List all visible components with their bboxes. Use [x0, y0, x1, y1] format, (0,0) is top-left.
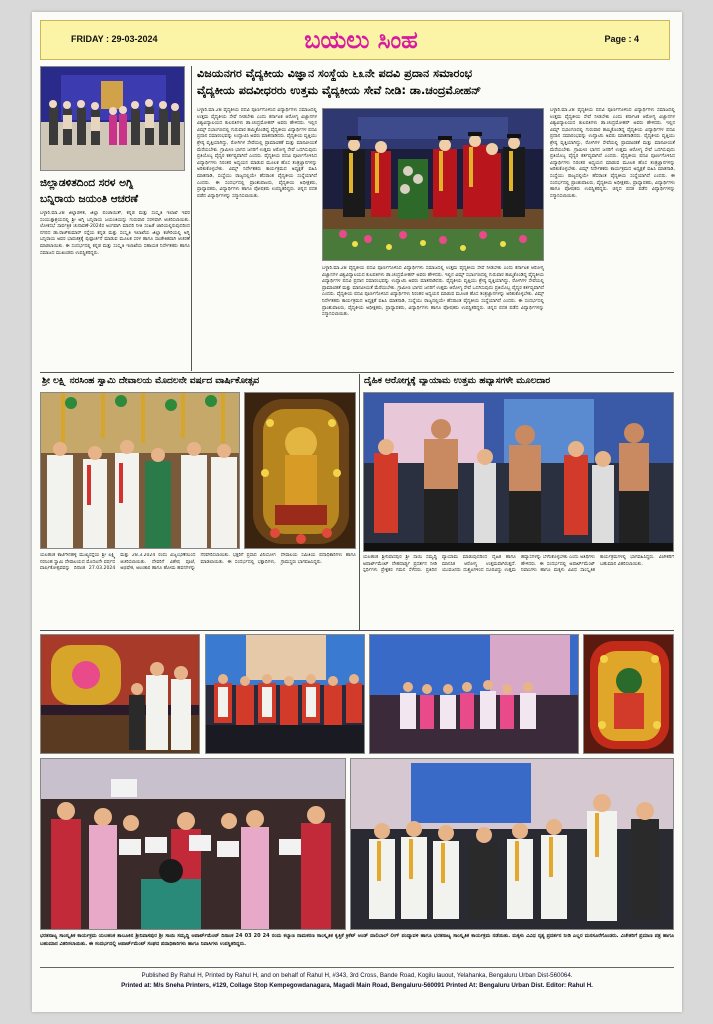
main-article-body-col2: ಬಳ್ಳಾರಿ.ಮಾ.28 ವೈದ್ಯಕೀಯ ಪದವಿ ಪೂರ್ಣಗೊಳಿಸಿದ ವಿದ್ಯಾರ್ಥಿಗಳು ಸಮಾಜದಲ್ಲಿ ಉತ್ತಮ ವೈದ್ಯಕೀಯ ಸೇವೆ ನೀಡಬೇಕು ಎಂದು ಕರ್ನಾಟಕ ಆರೋಗ್ಯ ವಿಜ್ಞಾನಗಳ ವಿಶ್ವವಿದ್ಯಾಲಯದ ಕುಲಪತಿಗಳು ಡಾ.ಚಂದ್ರಮೋಹನ್ ಅವರು ಹೇಳಿದರು. ಇಲ್ಲಿನ ವಿಮ್ಸ್ ಸಭಾಂಗಣದಲ್ಲಿ ಗುರುವಾರ ಹಮ್ಮಿಕೊಂಡಿದ್ದ ವೈದ್ಯಕೀಯ ವಿದ್ಯಾರ್ಥಿಗಳ ಪದವಿ ಪ್ರದಾನ ಸಮಾರಂಭವನ್ನು ಉದ್ಘಾಟಿಸಿ ಅವರು ಮಾತನಾಡಿದರು. ವೈದ್ಯಕೀಯ ವೃತ್ತಿಯು ಶ್ರೇಷ್ಠ ವೃತ್ತಿಯಾಗಿದ್ದು, ರೋಗಿಗಳ ಸೇವೆಯಲ್ಲಿ ಪ್ರಾಮಾಣಿಕತೆ ಮತ್ತು ಮಾನವೀಯತೆ ಮೆರೆಯಬೇಕು. ಗ್ರಾಮೀಣ ಭಾಗದ ಜನರಿಗೆ ಉತ್ತಮ ಆರೋಗ್ಯ ಸೇವೆ ಒದಗಿಸುವುದು ಪ್ರತಿಯೊಬ್ಬ ವೈದ್ಯರ ಕರ್ತವ್ಯವಾಗಿದೆ ಎಂದರು. ವೈದ್ಯಕೀಯ ಪದವಿ ಪೂರ್ಣಗೊಳಿಸಿದ ವಿದ್ಯಾರ್ಥಿಗಳು ನಿರಂತರ ಅಧ್ಯಯನ ಮಾಡುವ ಮೂಲಕ ಹೊಸ ತಂತ್ರಜ್ಞಾನಗಳನ್ನು ಅರಿತುಕೊಳ್ಳಬೇಕು. ವಿಮ್ಸ್ ನಿರ್ದೇಶಕರು ಕಾರ್ಯಕ್ರಮದ ಅಧ್ಯಕ್ಷತೆ ವಹಿಸಿ ಮಾತನಾಡಿ, ಸಂಸ್ಥೆಯು ರಾಜ್ಯದಲ್ಲಿಯೇ ಹೆಸರಾಂತ ವೈದ್ಯಕೀಯ ಸಂಸ್ಥೆಯಾಗಿದೆ ಎಂದರು. ಈ ಸಂದರ್ಭದಲ್ಲಿ ಪ್ರಾಂಶುಪಾಲರು, ವೈದ್ಯಕೀಯ ಅಧೀಕ್ಷಕರು, ಪ್ರಾಧ್ಯಾಪಕರು, ವಿದ್ಯಾರ್ಥಿಗಳು ಹಾಗೂ ಪೋಷಕರು ಉಪಸ್ಥಿತರಿದ್ದರು. ಚಿನ್ನದ ಪದಕ ಪಡೆದ ವಿದ್ಯಾರ್ಥಿಗಳನ್ನು ಸನ್ಮಾನಿಸಲಾಯಿತು.: [322, 266, 544, 318]
main-article-body-col1: ಬಳ್ಳಾರಿ.ಮಾ.28 ವೈದ್ಯಕೀಯ ಪದವಿ ಪೂರ್ಣಗೊಳಿಸಿದ ವಿದ್ಯಾರ್ಥಿಗಳು ಸಮಾಜದಲ್ಲಿ ಉತ್ತಮ ವೈದ್ಯಕೀಯ ಸೇವೆ ನೀಡಬೇಕು ಎಂದು ಕರ್ನಾಟಕ ಆರೋಗ್ಯ ವಿಜ್ಞಾನಗಳ ವಿಶ್ವವಿದ್ಯಾಲಯದ ಕುಲಪತಿಗಳು ಡಾ.ಚಂದ್ರಮೋಹನ್ ಅವರು ಹೇಳಿದರು. ಇಲ್ಲಿನ ವಿಮ್ಸ್ ಸಭಾಂಗಣದಲ್ಲಿ ಗುರುವಾರ ಹಮ್ಮಿಕೊಂಡಿದ್ದ ವೈದ್ಯಕೀಯ ವಿದ್ಯಾರ್ಥಿಗಳ ಪದವಿ ಪ್ರದಾನ ಸಮಾರಂಭವನ್ನು ಉದ್ಘಾಟಿಸಿ ಅವರು ಮಾತನಾಡಿದರು. ವೈದ್ಯಕೀಯ ವೃತ್ತಿಯು ಶ್ರೇಷ್ಠ ವೃತ್ತಿಯಾಗಿದ್ದು, ರೋಗಿಗಳ ಸೇವೆಯಲ್ಲಿ ಪ್ರಾಮಾಣಿಕತೆ ಮತ್ತು ಮಾನವೀಯತೆ ಮೆರೆಯಬೇಕು. ಗ್ರಾಮೀಣ ಭಾಗದ ಜನರಿಗೆ ಉತ್ತಮ ಆರೋಗ್ಯ ಸೇವೆ ಒದಗಿಸುವುದು ಪ್ರತಿಯೊಬ್ಬ ವೈದ್ಯರ ಕರ್ತವ್ಯವಾಗಿದೆ ಎಂದರು. ವೈದ್ಯಕೀಯ ಪದವಿ ಪೂರ್ಣಗೊಳಿಸಿದ ವಿದ್ಯಾರ್ಥಿಗಳು ನಿರಂತರ ಅಧ್ಯಯನ ಮಾಡುವ ಮೂಲಕ ಹೊಸ ತಂತ್ರಜ್ಞಾನಗಳನ್ನು ಅರಿತುಕೊಳ್ಳಬೇಕು. ವಿಮ್ಸ್ ನಿರ್ದೇಶಕರು ಕಾರ್ಯಕ್ರಮದ ಅಧ್ಯಕ್ಷತೆ ವಹಿಸಿ ಮಾತನಾಡಿ, ಸಂಸ್ಥೆಯು ರಾಜ್ಯದಲ್ಲಿಯೇ ಹೆಸರಾಂತ ವೈದ್ಯಕೀಯ ಸಂಸ್ಥೆಯಾಗಿದೆ ಎಂದರು. ಈ ಸಂದರ್ಭದಲ್ಲಿ ಪ್ರಾಂಶುಪಾಲರು, ವೈದ್ಯಕೀಯ ಅಧೀಕ್ಷಕರು, ಪ್ರಾಧ್ಯಾಪಕರು, ವಿದ್ಯಾರ್ಥಿಗಳು ಹಾಗೂ ಪೋಷಕರು ಉಪಸ್ಥಿತರಿದ್ದರು. ಚಿನ್ನದ ಪದಕ ಪಡೆದ ವಿದ್ಯಾರ್ಥಿಗಳನ್ನು ಸನ್ಮಾನಿಸಲಾಯಿತು.: [197, 108, 317, 199]
temple-article-headline: ಶ್ರೀ ಲಕ್ಷ್ಮಿ ನರಸಿಂಹ ಸ್ವಾಮಿ ದೇವಾಲಯ ಮೊದಲನೇ ವರ್ಷದ ವಾರ್ಷಿಕೋತ್ಸವ: [42, 376, 260, 386]
cultural-photo-2: [205, 634, 365, 754]
main-article-headline-1: ವಿಜಯನಗರ ವೈದ್ಯಕೀಯ ವಿಜ್ಞಾನ ಸಂಸ್ಥೆಯ ೬೩ನೇ ಪದವಿ ಪ್ರದಾನ ಸಮಾರಂಭ: [197, 67, 473, 80]
left-article-headline-2: ಬನ್ನಿರಾಯ ಜಯಂತಿ ಆಚರಣೆ: [40, 193, 138, 205]
deity-decor-photo: [583, 634, 674, 754]
column-divider-2: [359, 374, 360, 630]
page-number: Page : 4: [604, 34, 639, 44]
children-certificates-photo: [40, 758, 346, 930]
newspaper-title: ಬಯಲು ಸಿಂಹ: [304, 26, 418, 54]
left-article-body: ಬಳ್ಳಾರಿ.ಮಾ.28 ಜಿಲ್ಲಾಡಳಿತ, ಜಿಲ್ಲಾ ಪಂಚಾಯಿತ್, ಕನ್ನಡ ಮತ್ತು ಸಂಸ್ಕೃತಿ ಇಲಾಖೆ ಇವರ ಸಂಯುಕ್ತಾಶ್ರಯದಲ್ಲಿ ಶ್ರೀ ಅಗ್ನಿ ಬನ್ನಿರಾಯ ಜಯಂತಿಯನ್ನು ಗುರುವಾರ ಸರಳವಾಗಿ ಆಚರಿಸಲಾಯಿತು. ಲೋಕಸಭೆ ಸಾರ್ವತ್ರಿಕ ಚುನಾವಣೆ-2024ರ ಅಂಗವಾಗಿ ಮಾದರಿ ನೀತಿ ಸಂಹಿತೆ ಜಾರಿಯಲ್ಲಿರುವುದರಿಂದ ನಗರದ ಡಾ.ರಾಜ್‌ಕುಮಾರ್ ರಸ್ತೆಯ ಕನ್ನಡ ಮತ್ತು ಸಂಸ್ಕೃತಿ ಇಲಾಖೆಯ ಜಿಲ್ಲಾ ಕಚೇರಿಯಲ್ಲಿ ಅಗ್ನಿ ಬನ್ನಿರಾಯ ಅವರ ಭಾವಚಿತ್ರಕ್ಕೆ ಪುಷ್ಪಾರ್ಚನೆ ಮಾಡುವ ಮೂಲಕ ಸರಳ ಹಾಗೂ ಸಾಂಕೇತಿಕವಾಗಿ ಆಚರಣೆ ಮಾಡಲಾಯಿತು. ಈ ಸಂದರ್ಭದಲ್ಲಿ ಕನ್ನಡ ಮತ್ತು ಸಂಸ್ಕೃತಿ ಇಲಾಖೆಯ ಸಹಾಯಕ ನಿರ್ದೇಶಕರು ಹಾಗೂ ಸಮಾಜದ ಮುಖಂಡರು ಉಪಸ್ಥಿತರಿದ್ದರು.: [40, 211, 190, 256]
main-article-headline-2: ವೈದ್ಯಕೀಯ ಪದವೀಧರರು ಉತ್ತಮ ವೈದ್ಯಕೀಯ ಸೇವೆ ನೀಡಿ: ಡಾ.ಚಂದ್ರಮೋಹನ್: [197, 84, 482, 97]
left-article-headline-1: ಜಿಲ್ಲಾಡಳಿತದಿಂದ ಸರಳ ಅಗ್ನಿ: [40, 177, 134, 189]
fitness-article-headline: ದೈಹಿಕ ಆರೋಗ್ಯಕ್ಕೆ ವ್ಯಾಯಾಮ ಉತ್ತಮ ಹವ್ಯಾಸಗಳೇ ಮೂಲದಾರ: [364, 376, 551, 386]
fitness-article-body: ಯಲಹಂಕ ಶ್ರೀನಿವಾಸಪುರ ಶ್ರೀ ಸಾಯಿ ಸಮೃದ್ಧಿ ಅಪಾರ್ಟ್‌ಮೆಂಟ್ ದೇಹದಾರ್ಢ್ಯ ಪ್ರದರ್ಶನ ನೀಡಿ ಸ್ಪರ್ಧಿಗಳು ಪ್ರೇಕ್ಷಕರ ಗಮನ ಸೆಳೆದರು. ಪ್ರತಿದಿನ ವ್ಯಾಯಾಮ ಮಾಡುವುದರಿಂದ ದೈಹಿಕ ಹಾಗೂ ಮಾನಸಿಕ ಆರೋಗ್ಯ ಉತ್ತಮವಾಗಿರುತ್ತದೆ. ಯುವಜನರು ದುಶ್ಚಟಗಳಿಂದ ದೂರವಿದ್ದು ಉತ್ತಮ ಹವ್ಯಾಸಗಳನ್ನು ಬೆಳೆಸಿಕೊಳ್ಳಬೇಕು ಎಂದು ಅತಿಥಿಗಳು ಹೇಳಿದರು. ಈ ಸಂದರ್ಭದಲ್ಲಿ ಅಪಾರ್ಟ್‌ಮೆಂಟ್ ನಿವಾಸಿಗಳು ಹಾಗೂ ಮಕ್ಕಳು ವಿವಿಧ ಸಾಂಸ್ಕೃತಿಕ ಕಾರ್ಯಕ್ರಮಗಳಲ್ಲಿ ಭಾಗವಹಿಸಿದ್ದರು. ವಿಜೇತರಿಗೆ ಬಹುಮಾನ ವಿತರಿಸಲಾಯಿತು.: [363, 555, 674, 574]
newspaper-page: [32, 12, 682, 1012]
issue-date: FRIDAY : 29-03-2024: [71, 34, 158, 44]
cultural-photo-3: [369, 634, 579, 754]
guests-stage-photo: [350, 758, 674, 930]
main-article-body-col3: ಬಳ್ಳಾರಿ.ಮಾ.28 ವೈದ್ಯಕೀಯ ಪದವಿ ಪೂರ್ಣಗೊಳಿಸಿದ ವಿದ್ಯಾರ್ಥಿಗಳು ಸಮಾಜದಲ್ಲಿ ಉತ್ತಮ ವೈದ್ಯಕೀಯ ಸೇವೆ ನೀಡಬೇಕು ಎಂದು ಕರ್ನಾಟಕ ಆರೋಗ್ಯ ವಿಜ್ಞಾನಗಳ ವಿಶ್ವವಿದ್ಯಾಲಯದ ಕುಲಪತಿಗಳು ಡಾ.ಚಂದ್ರಮೋಹನ್ ಅವರು ಹೇಳಿದರು. ಇಲ್ಲಿನ ವಿಮ್ಸ್ ಸಭಾಂಗಣದಲ್ಲಿ ಗುರುವಾರ ಹಮ್ಮಿಕೊಂಡಿದ್ದ ವೈದ್ಯಕೀಯ ವಿದ್ಯಾರ್ಥಿಗಳ ಪದವಿ ಪ್ರದಾನ ಸಮಾರಂಭವನ್ನು ಉದ್ಘಾಟಿಸಿ ಅವರು ಮಾತನಾಡಿದರು. ವೈದ್ಯಕೀಯ ವೃತ್ತಿಯು ಶ್ರೇಷ್ಠ ವೃತ್ತಿಯಾಗಿದ್ದು, ರೋಗಿಗಳ ಸೇವೆಯಲ್ಲಿ ಪ್ರಾಮಾಣಿಕತೆ ಮತ್ತು ಮಾನವೀಯತೆ ಮೆರೆಯಬೇಕು. ಗ್ರಾಮೀಣ ಭಾಗದ ಜನರಿಗೆ ಉತ್ತಮ ಆರೋಗ್ಯ ಸೇವೆ ಒದಗಿಸುವುದು ಪ್ರತಿಯೊಬ್ಬ ವೈದ್ಯರ ಕರ್ತವ್ಯವಾಗಿದೆ ಎಂದರು. ವೈದ್ಯಕೀಯ ಪದವಿ ಪೂರ್ಣಗೊಳಿಸಿದ ವಿದ್ಯಾರ್ಥಿಗಳು ನಿರಂತರ ಅಧ್ಯಯನ ಮಾಡುವ ಮೂಲಕ ಹೊಸ ತಂತ್ರಜ್ಞಾನಗಳನ್ನು ಅರಿತುಕೊಳ್ಳಬೇಕು. ವಿಮ್ಸ್ ನಿರ್ದೇಶಕರು ಕಾರ್ಯಕ್ರಮದ ಅಧ್ಯಕ್ಷತೆ ವಹಿಸಿ ಮಾತನಾಡಿ, ಸಂಸ್ಥೆಯು ರಾಜ್ಯದಲ್ಲಿಯೇ ಹೆಸರಾಂತ ವೈದ್ಯಕೀಯ ಸಂಸ್ಥೆಯಾಗಿದೆ ಎಂದರು. ಈ ಸಂದರ್ಭದಲ್ಲಿ ಪ್ರಾಂಶುಪಾಲರು, ವೈದ್ಯಕೀಯ ಅಧೀಕ್ಷಕರು, ಪ್ರಾಧ್ಯಾಪಕರು, ವಿದ್ಯಾರ್ಥಿಗಳು ಹಾಗೂ ಪೋಷಕರು ಉಪಸ್ಥಿತರಿದ್ದರು. ಚಿನ್ನದ ಪದಕ ಪಡೆದ ವಿದ್ಯಾರ್ಥಿಗಳನ್ನು ಸನ್ಮಾನಿಸಲಾಯಿತು.: [550, 108, 675, 199]
masthead: [40, 20, 670, 60]
footer-line-1: Published By Rahul H, Printed by Rahul H, and on behalf of Rahul H, #343, 3rd Cross, Bande Road, Kogilu lauout, Yelahanka, Bengaluru Urban Dist-560064.: [141, 972, 573, 979]
cultural-photo-1: [40, 634, 200, 754]
bodybuilders-photo: [363, 392, 674, 552]
temple-group-photo: [40, 392, 240, 549]
publisher-footer: [40, 967, 674, 1007]
bottom-article-body: ಭರತನಾಟ್ಯ ಸಾಂಸ್ಕೃತಿಕ ಕಾರ್ಯಕ್ರಮ ಯಲಹಂಕ ತಾಲೂಕಿನ ಶ್ರೀನಿವಾಸಪುರ ಶ್ರೀ ಸಾಯಿ ಸಮೃದ್ಧಿ ಅಪಾರ್ಟ್‌ಮೆಂಟ್ ದಿನಾಂಕ 24 03 20 24 ರಂದು ಕಲ್ಯಾಣ ನಾಮಕರಣ ಸಾಂಸ್ಕೃತಿಕ ಕೃತ್ತಿಕೆ ಕ್ರಿಕೆಟ್ ಅಂಡ್ ವಾಲಿಬಾಲ್ ಲೀಗ್ ಪಂದ್ಯಾವಳಿ ಹಾಗೂ ಭರತನಾಟ್ಯ ಸಾಂಸ್ಕೃತಿಕ ಕಾರ್ಯಕ್ರಮ ನಡೆಯಿತು. ಮಕ್ಕಳು ವಿವಿಧ ನೃತ್ಯ ಪ್ರದರ್ಶನ ನೀಡಿ ಎಲ್ಲರ ಮನಸೂರೆಗೊಂಡರು. ವಿಜೇತರಿಗೆ ಪ್ರಮಾಣ ಪತ್ರ ಹಾಗೂ ಬಹುಮಾನ ವಿತರಿಸಲಾಯಿತು. ಈ ಸಂದರ್ಭದಲ್ಲಿ ಅಪಾರ್ಟ್‌ಮೆಂಟ್ ಸಂಘದ ಪದಾಧಿಕಾರಿಗಳು ಹಾಗೂ ನಿವಾಸಿಗಳು ಉಪಸ್ಥಿತರಿದ್ದರು.: [40, 933, 674, 947]
footer-line-2: Printed at: M/s Sneha Printers, #129, Collage Stop Kempegowdanagara, Magadi Main Road, Bengaluru-560091 Printed At: Bengaluru Urban Dist. Editor: Rahul H.: [121, 981, 593, 989]
temple-article-body: ಯಲಹಂಕ ಕಾಟಿಗೇನಹಳ್ಳಿ ಮುಖ್ಯರಸ್ತೆಯ ಶ್ರೀ ಲಕ್ಷ್ಮಿ ನರಸಿಂಹ ಸ್ವಾಮಿ ದೇವಾಲಯದ ಮೊದಲನೇ ವರ್ಷದ ವಾರ್ಷಿಕೋತ್ಸವವನ್ನು ದಿನಾಂಕ 27.03.2024 ಮತ್ತು 28.3.2024 ರಂದು ವಿಜೃಂಭಣೆಯಿಂದ ಆಚರಿಸಲಾಯಿತು. ದೇವರಿಗೆ ವಿಶೇಷ ಪೂಜೆ, ಅಭಿಷೇಕ, ಅಲಂಕಾರ ಹಾಗೂ ಹೋಮ ಹವನಗಳನ್ನು ನೆರವೇರಿಸಲಾಯಿತು. ಭಕ್ತರಿಗೆ ಪ್ರಸಾದ ವಿನಿಯೋಗ ಮಾಡಲಾಯಿತು. ಈ ಸಂದರ್ಭದಲ್ಲಿ ಭಕ್ತಾದಿಗಳು, ದೇವಾಲಯ ಸಮಿತಿಯ ಪದಾಧಿಕಾರಿಗಳು ಹಾಗೂ ಗ್ರಾಮಸ್ಥರು ಭಾಗವಹಿಸಿದ್ದರು.: [40, 553, 356, 572]
deity-photo: [244, 392, 356, 549]
left-group-photo: [40, 66, 185, 171]
section-rule: [40, 372, 674, 373]
column-divider: [191, 66, 192, 371]
convocation-photo: [322, 108, 544, 261]
section-rule-2: [40, 630, 674, 631]
